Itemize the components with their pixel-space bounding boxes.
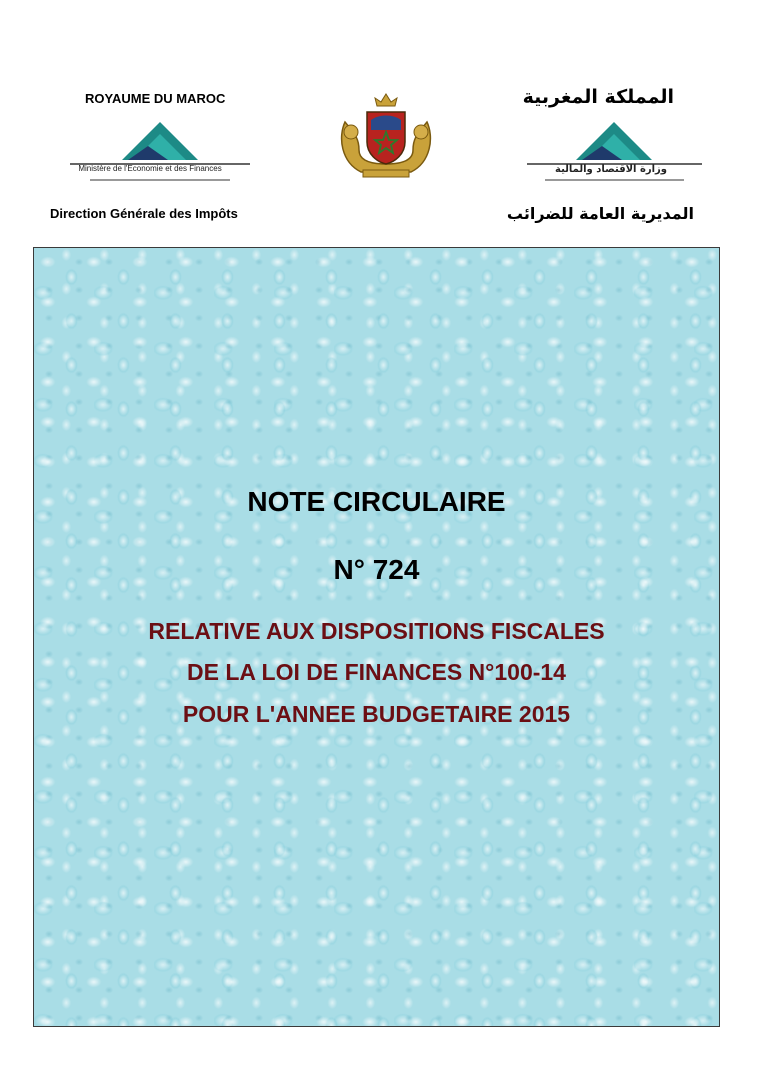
ministry-logo-right — [527, 120, 702, 195]
ministry-name-ar: وزارة الاقتصاد والمالية — [555, 164, 668, 175]
directorate-label-fr: Direction Générale des Impôts — [50, 206, 238, 221]
royal-coat-of-arms-emblem — [333, 92, 439, 185]
ministry-logo-left — [70, 120, 250, 195]
subtitle-line-1: RELATIVE AUX DISPOSITIONS FISCALES — [148, 618, 605, 644]
subtitle-line-2: DE LA LOI DE FINANCES N°100-14 — [187, 659, 566, 685]
circular-number: N° 724 — [333, 554, 420, 585]
kingdom-label-ar: المملكة المغربية — [522, 86, 674, 108]
subtitle-line-3: POUR L'ANNEE BUDGETAIRE 2015 — [182, 701, 571, 727]
directorate-label-ar: المديرية العامة للضرائب — [506, 204, 694, 223]
ministry-name-fr: Ministère de l'Economie et des Finances — [78, 164, 222, 173]
cover-panel — [33, 247, 720, 1027]
kingdom-label-fr: ROYAUME DU MAROC — [85, 91, 226, 106]
document-title: NOTE CIRCULAIRE — [247, 486, 506, 517]
